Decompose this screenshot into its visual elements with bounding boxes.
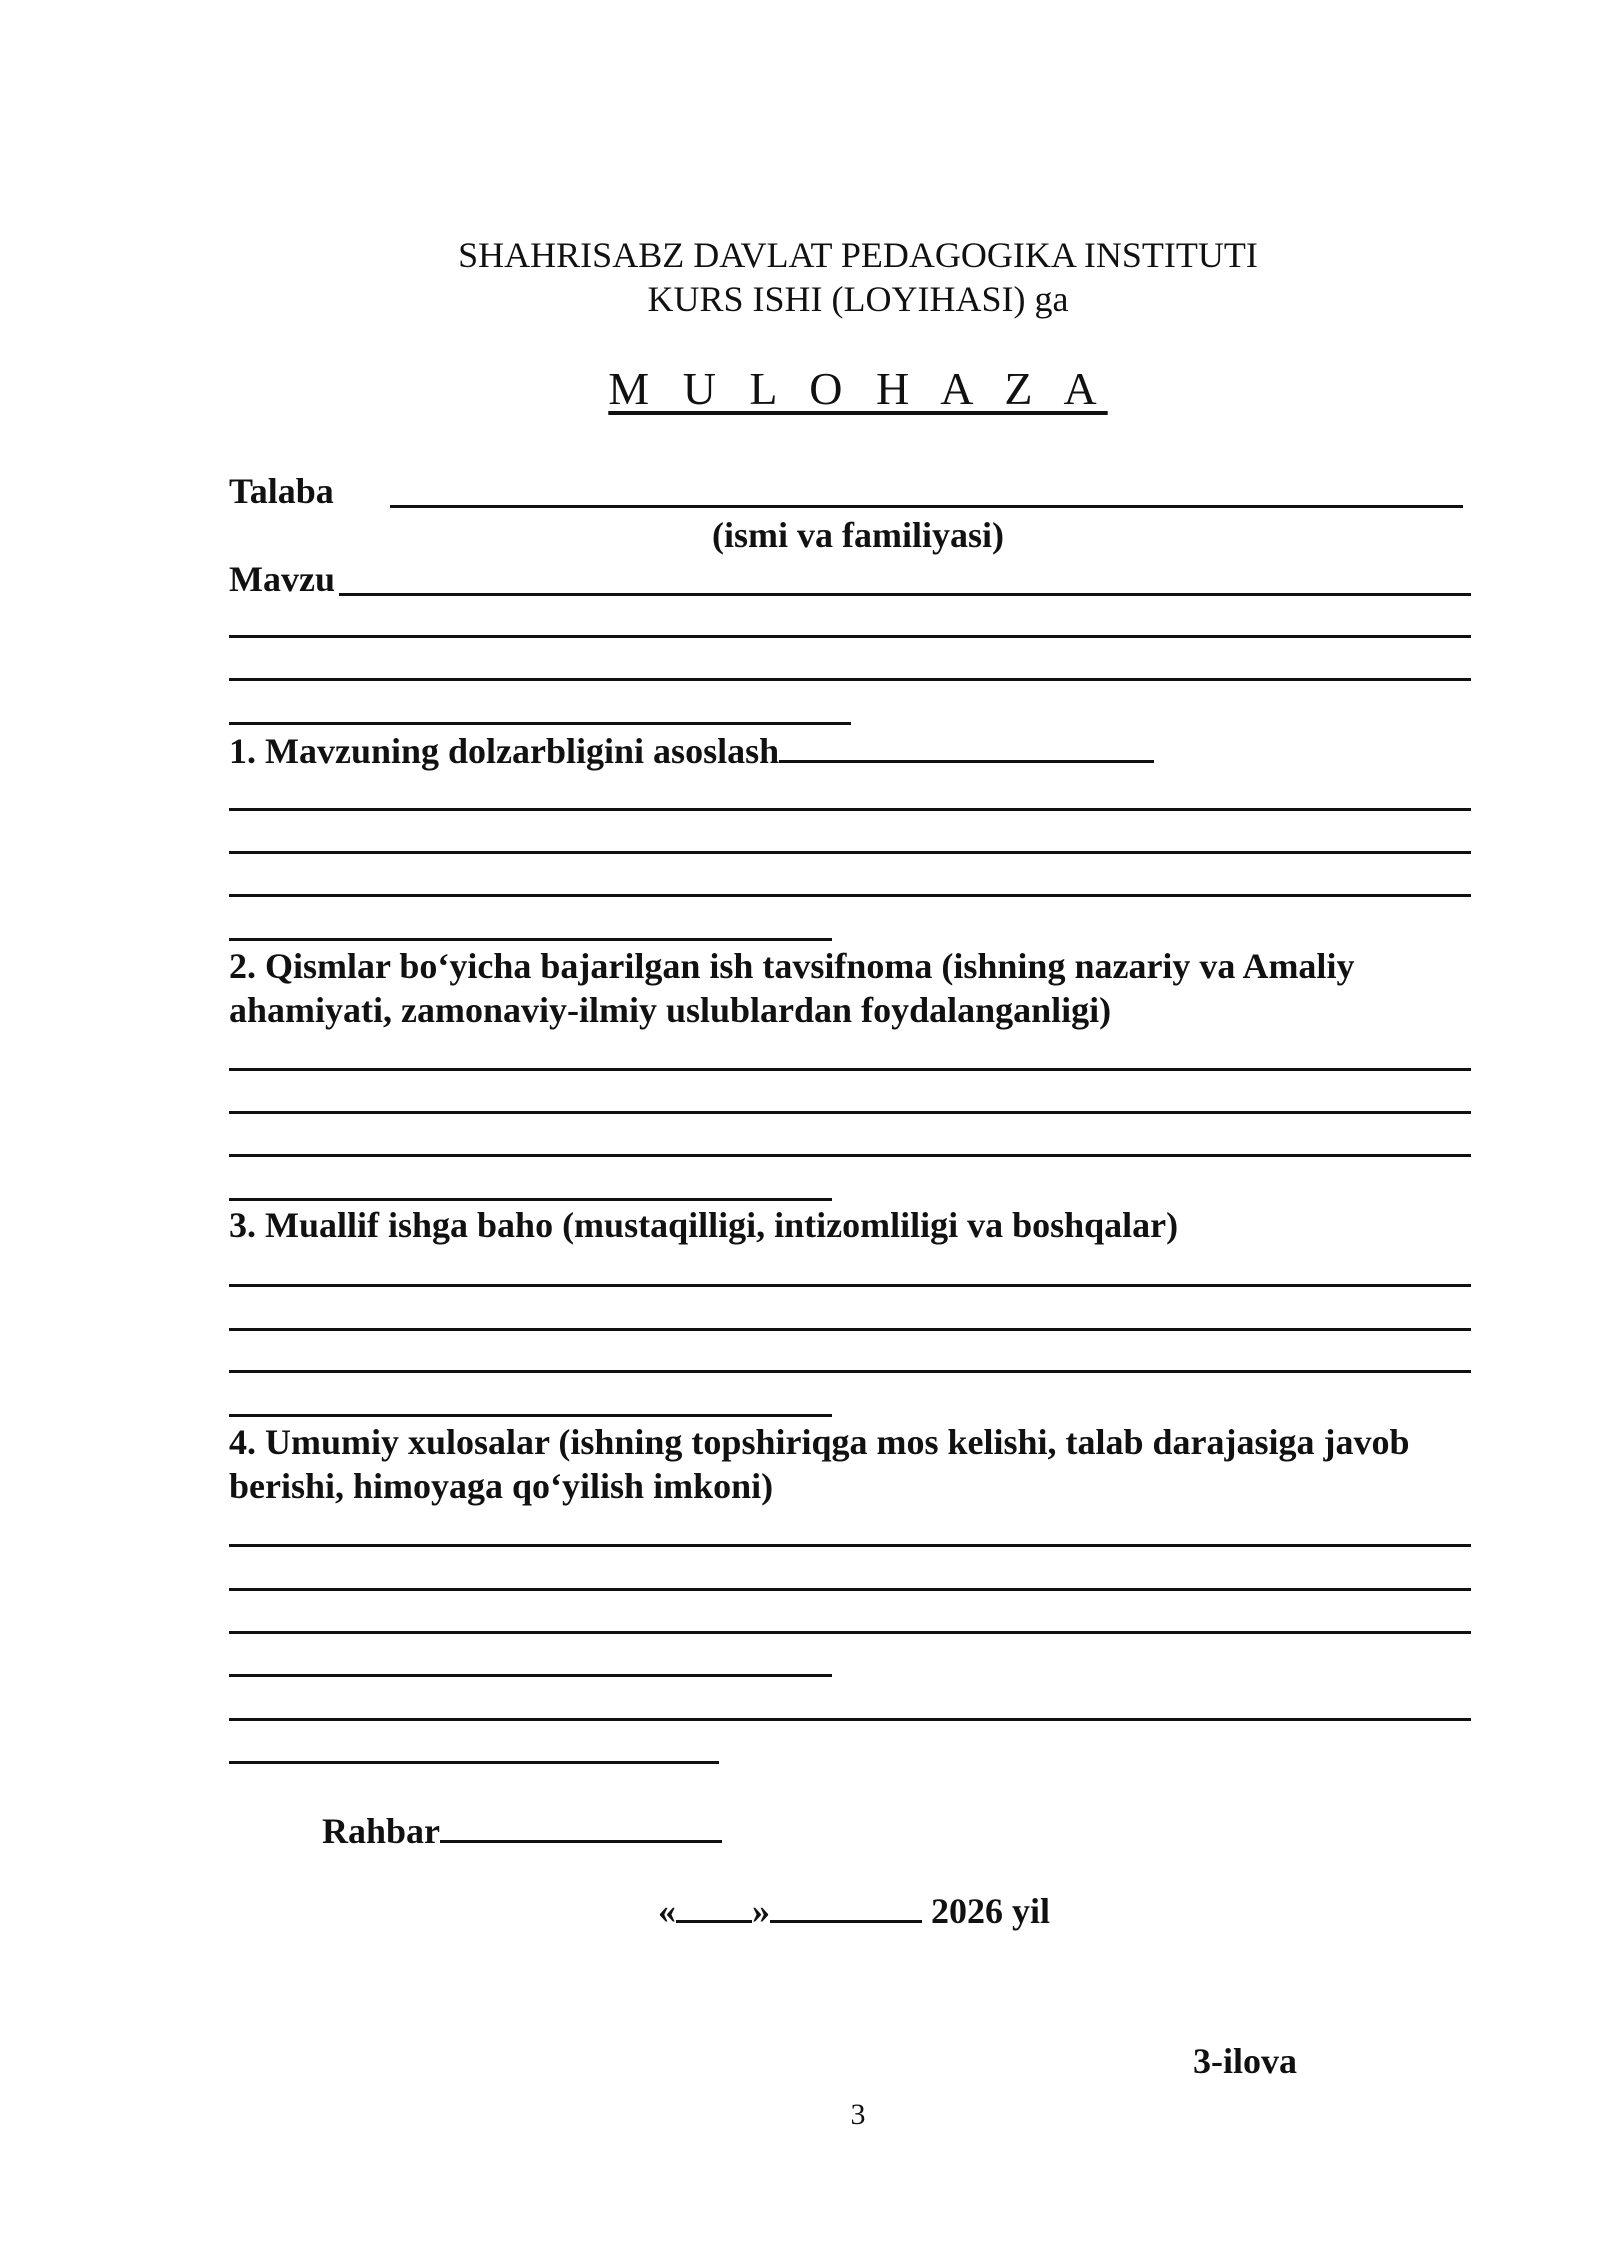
topic-line[interactable]	[229, 678, 1471, 681]
topic-label: Mavzu	[229, 559, 335, 599]
section-3-line[interactable]	[229, 1370, 1471, 1373]
section-2-line[interactable]	[229, 1068, 1471, 1071]
section-4-line[interactable]	[229, 1544, 1471, 1547]
section-1-line[interactable]	[229, 894, 1471, 897]
supervisor-signature	[322, 1810, 722, 1852]
student-label: Talaba	[229, 471, 334, 511]
section-1-line[interactable]	[229, 808, 1471, 811]
section-3-line[interactable]	[229, 1414, 832, 1417]
page-number: 3	[850, 2098, 866, 2131]
document-title: M U L O H A Z A	[608, 363, 1108, 414]
day-line[interactable]	[676, 1920, 752, 1923]
section-3-heading: 3. Muallif ishga baho (mustaqilligi, intizomliligi va boshqalar)	[229, 1205, 1179, 1245]
section-2-line[interactable]	[229, 1154, 1471, 1157]
month-line[interactable]	[770, 1920, 922, 1923]
section-4-heading: 4. Umumiy xulosalar (ishning topshiriqga mos kelishi, talab darajasiga javob berishi, himoyaga qo‘yilish imkoni)	[229, 1422, 1410, 1506]
section-4-line[interactable]	[229, 1674, 832, 1677]
section-3-line[interactable]	[229, 1284, 1471, 1287]
document-subtitle: KURS ISHI (LOYIHASI) ga	[647, 279, 1069, 319]
section-1-heading	[229, 730, 1154, 772]
section-1-line[interactable]	[229, 851, 1471, 854]
section-2-line[interactable]	[229, 1198, 832, 1201]
institute-name: SHAHRISABZ DAVLAT PEDAGOGIKA INSTITUTI	[458, 235, 1258, 275]
date-open-quote: «	[658, 1891, 676, 1931]
date-close-quote: »	[752, 1891, 770, 1931]
section-4-line[interactable]	[229, 1761, 719, 1764]
section-4-line[interactable]	[229, 1588, 1471, 1591]
section-1-label: 1. Mavzuning dolzarbligini asoslash	[229, 731, 780, 771]
section-3-line[interactable]	[229, 1328, 1471, 1331]
section-2-heading: 2. Qismlar bo‘yicha bajarilgan ish tavsifnoma (ishning nazariy va Amaliy ahamiyati, zamonaviy-ilmiy uslublardan foydalanganligi)	[229, 946, 1355, 1030]
section-1-line[interactable]	[229, 938, 832, 941]
supervisor-signature-line[interactable]	[440, 1840, 722, 1843]
topic-line[interactable]	[229, 635, 1471, 638]
year-text: 2026 yil	[931, 1891, 1051, 1931]
date-field	[658, 1890, 1050, 1932]
section-4-line[interactable]	[229, 1631, 1471, 1634]
supervisor-label: Rahbar	[322, 1811, 441, 1851]
section-4-line[interactable]	[229, 1718, 1471, 1721]
section-1-inline-line[interactable]	[779, 760, 1154, 763]
appendix-label: 3-ilova	[1193, 2041, 1297, 2081]
topic-line[interactable]	[339, 593, 1471, 596]
topic-line[interactable]	[229, 722, 851, 725]
section-2-line[interactable]	[229, 1111, 1471, 1114]
student-name-line[interactable]	[390, 505, 1463, 508]
student-hint: (ismi va familiyasi)	[712, 515, 1004, 555]
